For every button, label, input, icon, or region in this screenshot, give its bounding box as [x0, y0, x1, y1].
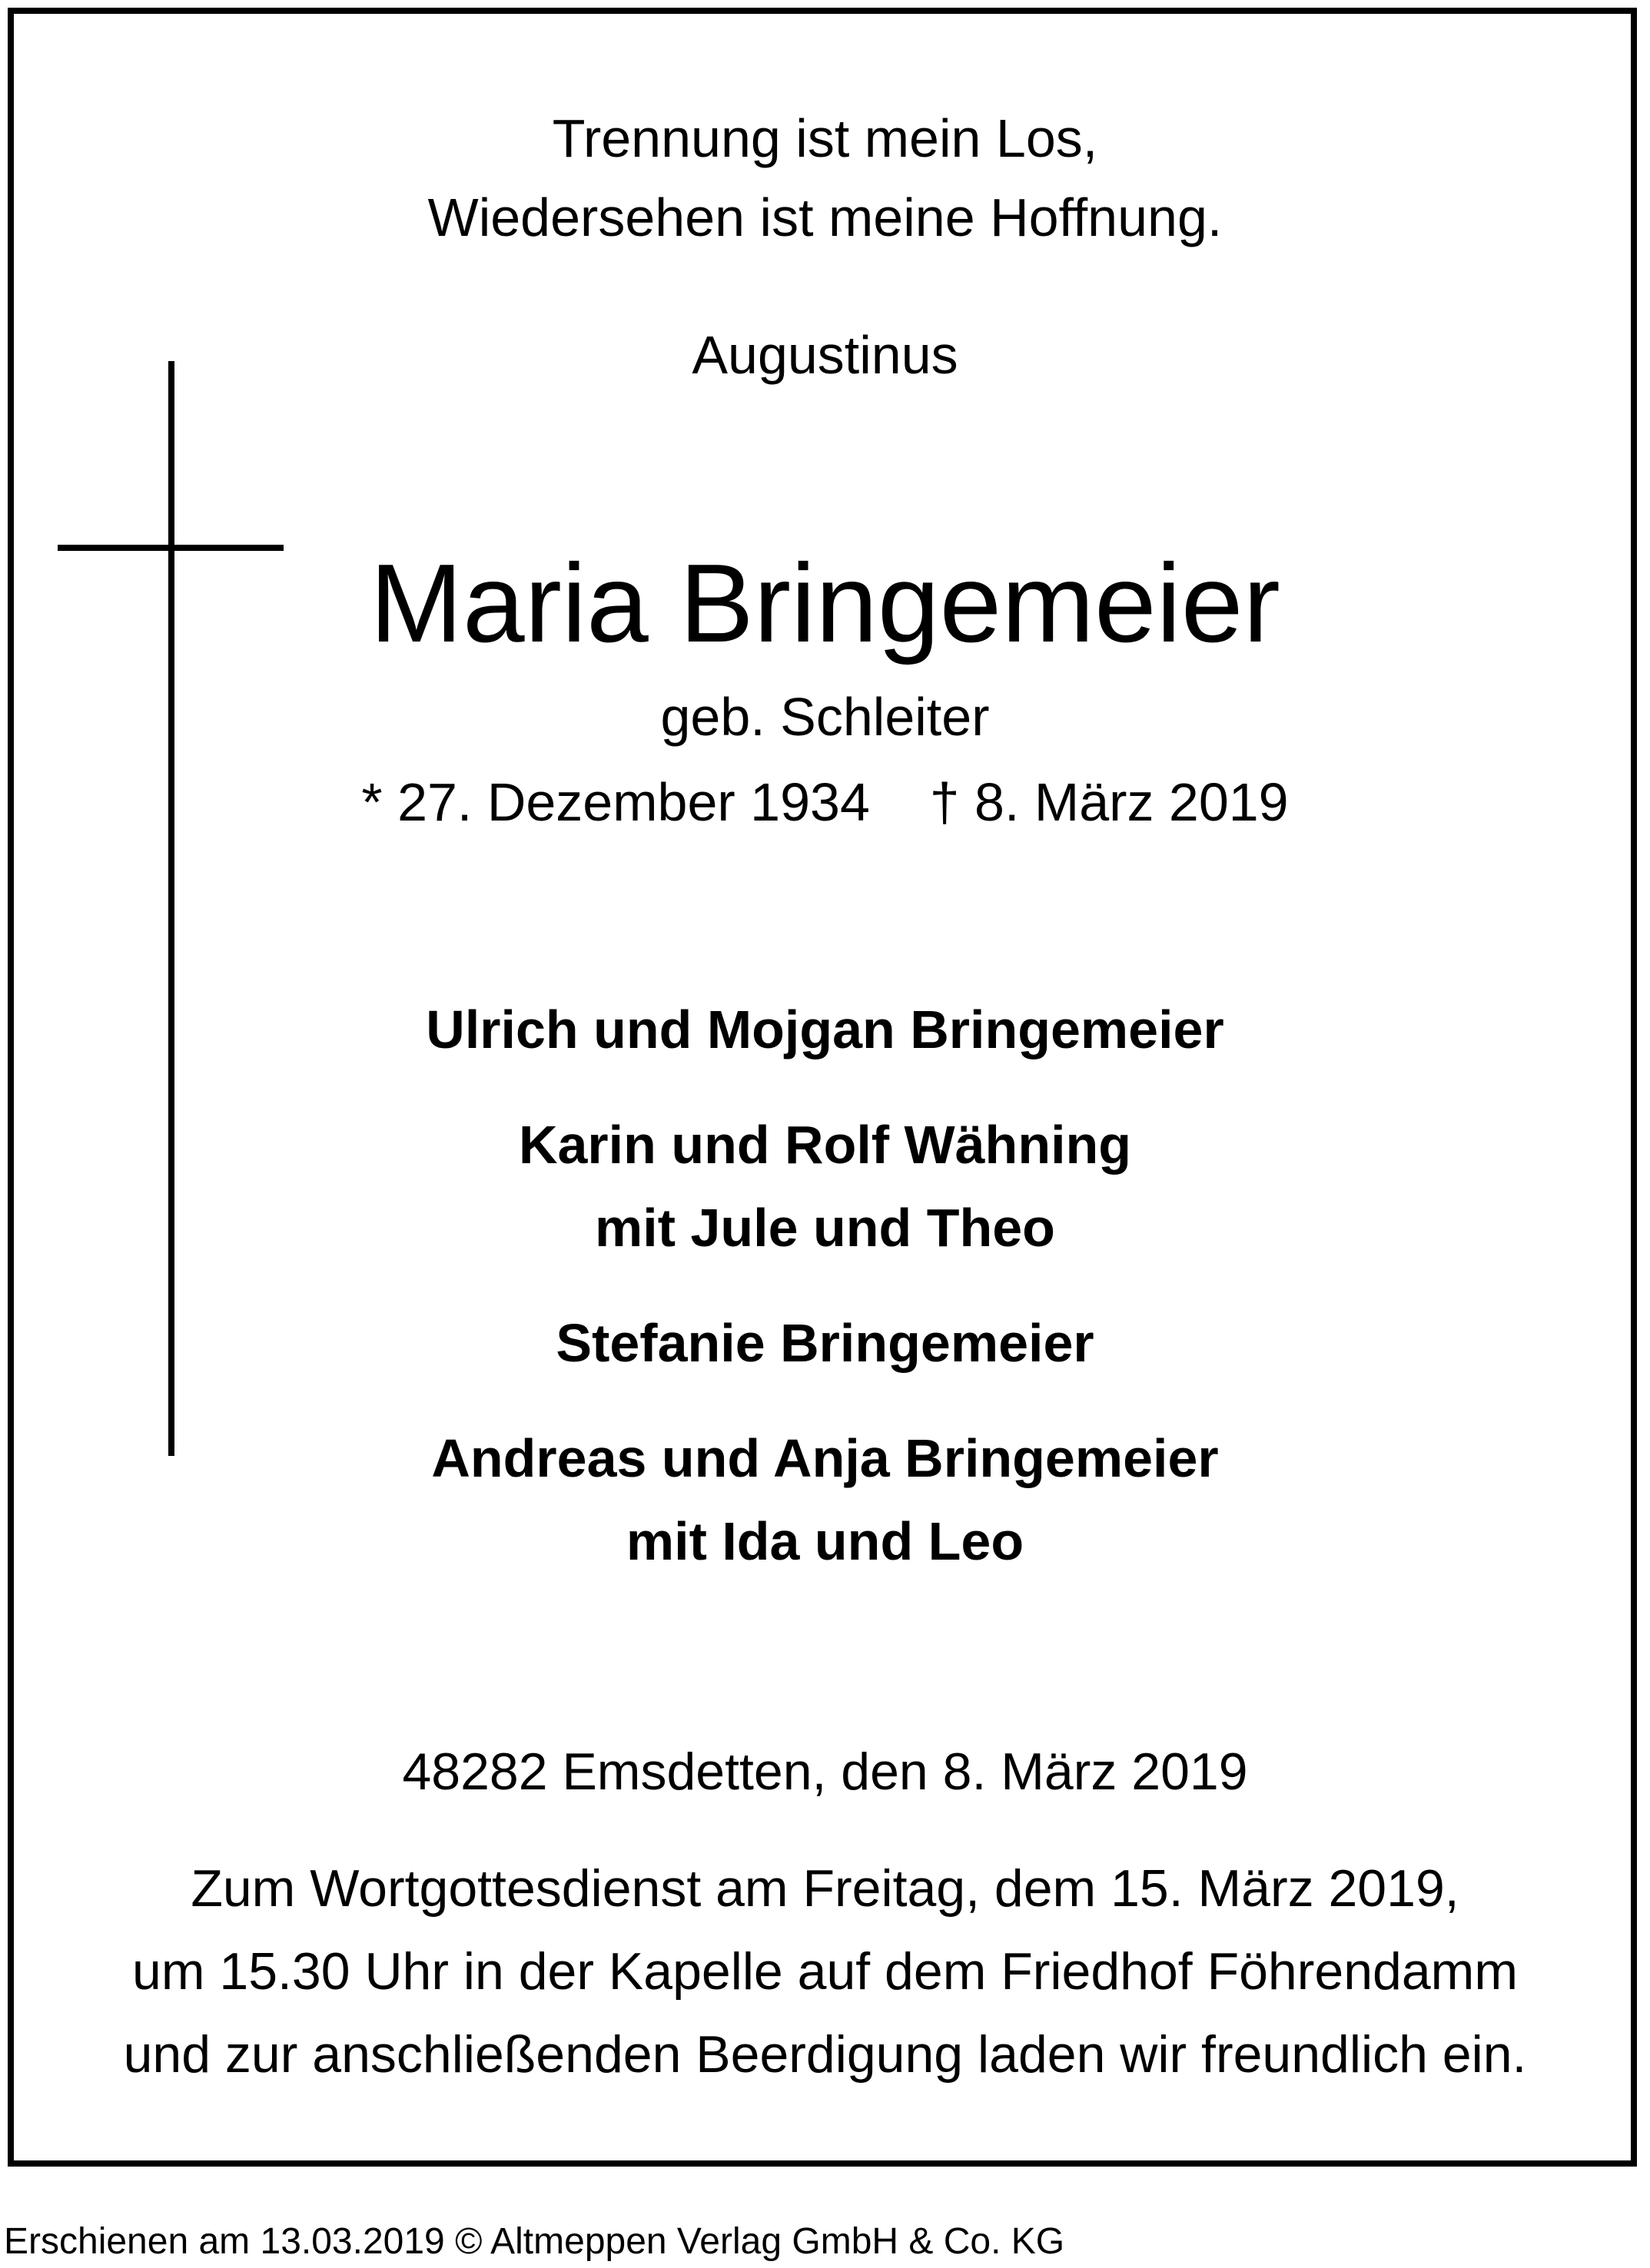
mourner-line: Stefanie Bringemeier	[556, 1313, 1094, 1373]
maiden-name: geb. Schleiter	[660, 687, 990, 747]
mourner-line: Karin und Rolf Wähning	[518, 1115, 1132, 1175]
service-line-1: Zum Wortgottesdienst am Freitag, dem 15. März 2019,	[191, 1859, 1459, 1918]
mourner-line: mit Ida und Leo	[626, 1511, 1024, 1571]
place-date: 48282 Emsdetten, den 8. März 2019	[402, 1742, 1248, 1801]
publication-footer: Erschienen am 13.03.2019 © Altmeppen Verlag GmbH & Co. KG	[4, 2221, 1065, 2262]
mourner-line: Andreas und Anja Bringemeier	[431, 1428, 1219, 1488]
cross-icon	[168, 361, 174, 1456]
service-line-3: und zur anschließenden Beerdigung laden wir freundlich ein.	[123, 2025, 1527, 2084]
quote-author: Augustinus	[692, 325, 958, 385]
life-dates: * 27. Dezember 1934 † 8. März 2019	[361, 772, 1289, 832]
quote-line-1: Trennung ist mein Los,	[552, 108, 1098, 168]
service-line-2: um 15.30 Uhr in der Kapelle auf dem Friedhof Föhrendamm	[132, 1942, 1518, 2001]
mourner-line: mit Jule und Theo	[595, 1198, 1055, 1258]
mourner-line: Ulrich und Mojgan Bringemeier	[426, 1000, 1224, 1059]
quote-line-2: Wiedersehen ist meine Hoffnung.	[427, 187, 1223, 247]
deceased-name: Maria Bringemeier	[370, 541, 1280, 665]
